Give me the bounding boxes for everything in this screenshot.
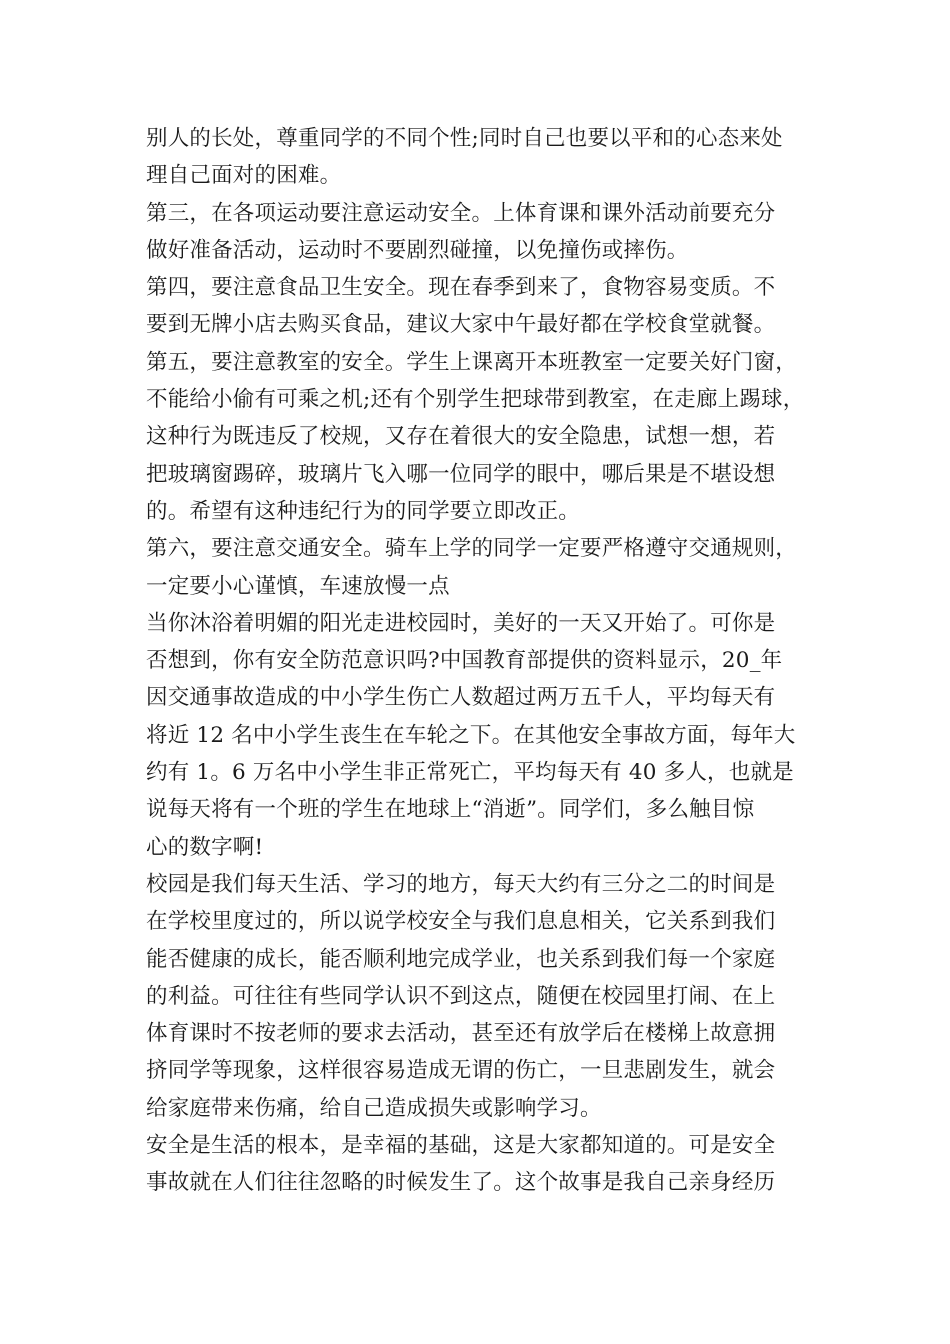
text-line: 给家庭带来伤痛，给自己造成损失或影响学习。 bbox=[146, 1095, 602, 1121]
text-line: 的利益。可往往有些同学认识不到这点，随便在校园里打闹、在上 bbox=[146, 983, 776, 1009]
text-line: 在学校里度过的，所以说学校安全与我们息息相关，它关系到我们 bbox=[146, 909, 776, 935]
text-line: 心的数字啊! bbox=[146, 834, 264, 860]
text-line: 安全是生活的根本，是幸福的基础，这是大家都知道的。可是安全 bbox=[146, 1133, 776, 1159]
text-line: 做好准备活动，运动时不要剧烈碰撞，以免撞伤或摔伤。 bbox=[146, 237, 689, 263]
text-line: 不能给小偷有可乘之机;还有个别学生把球带到教室，在走廊上踢球， bbox=[146, 387, 805, 413]
text-line: 校园是我们每天生活、学习的地方，每天大约有三分之二的时间是 bbox=[146, 871, 776, 897]
text-line: 第三，在各项运动要注意运动安全。上体育课和课外活动前要充分 bbox=[146, 200, 776, 226]
text-line: 约有 1。6 万名中小学生非正常死亡，平均每天有 40 多人，也就是 bbox=[146, 760, 794, 786]
text-line: 一定要小心谨慎，车速放慢一点 bbox=[146, 573, 450, 599]
text-line: 第五，要注意教室的安全。学生上课离开本班教室一定要关好门窗， bbox=[146, 349, 798, 375]
text-line: 事故就在人们往往忽略的时候发生了。这个故事是我自己亲身经历 bbox=[146, 1170, 776, 1196]
text-line: 否想到，你有安全防范意识吗?中国教育部提供的资料显示，20_年 bbox=[146, 648, 783, 674]
text-line: 说每天将有一个班的学生在地球上“消逝”。同学们，多么触目惊 bbox=[146, 797, 755, 823]
text-line: 的。希望有这种违纪行为的同学要立即改正。 bbox=[146, 498, 581, 524]
text-line: 第六，要注意交通安全。骑车上学的同学一定要严格遵守交通规则， bbox=[146, 536, 798, 562]
text-line: 因交通事故造成的中小学生伤亡人数超过两万五千人，平均每天有 bbox=[146, 685, 776, 711]
text-line: 理自己面对的困难。 bbox=[146, 163, 342, 189]
text-line: 要到无牌小店去购买食品，建议大家中午最好都在学校食堂就餐。 bbox=[146, 312, 776, 338]
text-line: 将近 12 名中小学生丧生在车轮之下。在其他安全事故方面，每年大 bbox=[146, 722, 796, 748]
text-line: 第四，要注意食品卫生安全。现在春季到来了，食物容易变质。不 bbox=[146, 275, 776, 301]
text-line: 挤同学等现象，这样很容易造成无谓的伤亡，一旦悲剧发生，就会 bbox=[146, 1058, 776, 1084]
text-line: 当你沐浴着明媚的阳光走进校园时，美好的一天又开始了。可你是 bbox=[146, 610, 776, 636]
text-line: 别人的长处，尊重同学的不同个性;同时自己也要以平和的心态来处 bbox=[146, 126, 783, 151]
text-line: 体育课时不按老师的要求去活动，甚至还有放学后在楼梯上故意拥 bbox=[146, 1021, 776, 1047]
text-line: 这种行为既违反了校规，又存在着很大的安全隐患，试想一想，若 bbox=[146, 424, 776, 450]
text-line: 能否健康的成长，能否顺利地完成学业，也关系到我们每一个家庭 bbox=[146, 946, 776, 972]
document-body bbox=[146, 120, 816, 1202]
text-line: 把玻璃窗踢碎，玻璃片飞入哪一位同学的眼中，哪后果是不堪设想 bbox=[146, 461, 776, 487]
